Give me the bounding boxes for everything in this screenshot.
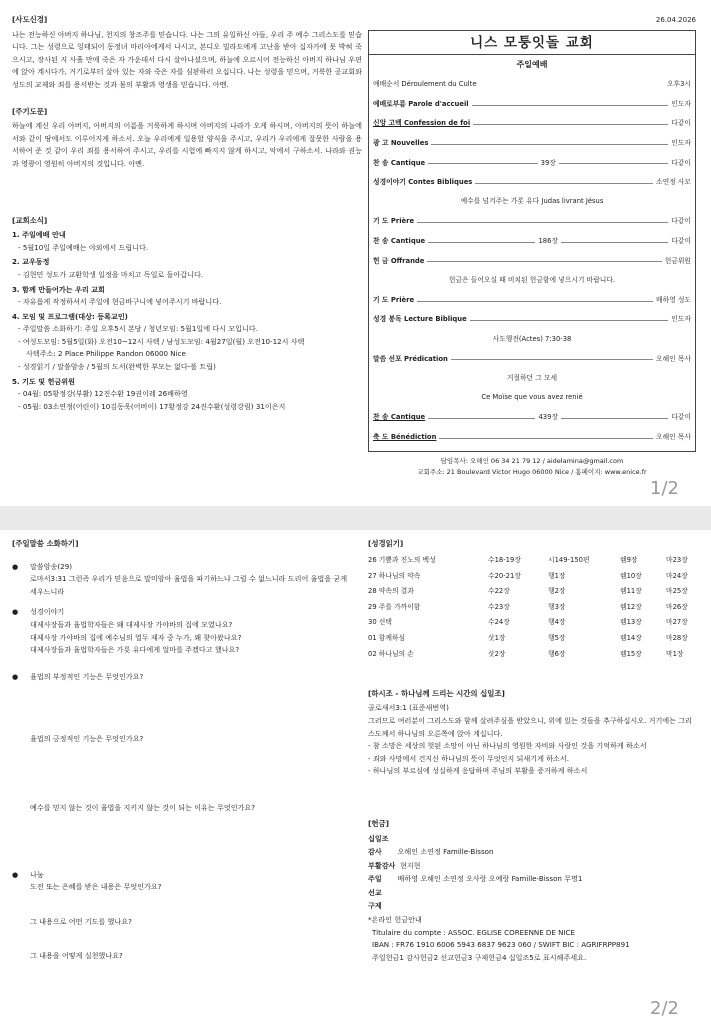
news-item-title: 2. 교우동정 — [12, 257, 50, 267]
table-row — [368, 646, 698, 662]
reading-cell: 렘15장 — [620, 649, 642, 658]
creed-text: 나는 전능하신 아버지 하나님, 천지의 창조주를 믿습니다. 나는 그의 유일하신 아들, 우리 주 예수 그리스도를 믿습니다. 그는 성령으로 잉태되어 동정녀 마리아에게서 나시고, 본디오 빌라도에게 고난을 받아 십자가에 못 박혀 죽으시고, 장사된 지 사흘 만에 죽은 자 가운데서 다시 살아나셨으며, 하늘에 오르시어 전능하신 아버지 하나님 우편에 앉아 계시다가, 거기로부터 살아 있는 자와 죽은 자를 심판하러 오십니다. 나는 성령을 믿으며, 거룩한 공교회와 성도의 교제와 죄를 용서받는 것과 몸의 부활과 영생을 믿습니다. 아멘. — [12, 29, 362, 89]
order-row — [373, 134, 691, 154]
question-positive: 율법의 긍정적인 기능은 무엇인가요? — [30, 734, 144, 744]
offering-row — [368, 900, 698, 913]
order-item: 찬 송 Cantique — [373, 237, 426, 246]
reading-cell: 수22장 — [488, 587, 510, 596]
offering-note: 헌금은 들어오실 때 비치된 헌금함에 넣으시기 바랍니다. — [448, 275, 616, 284]
reading-cell: 행3장 — [548, 602, 566, 611]
order-row — [373, 427, 691, 447]
order-row — [373, 310, 691, 330]
question-pray: 그 내용으로 어떤 기도를 했나요? — [30, 916, 132, 926]
pastor-contact: 담임목사: 오해인 06 34 21 79 12 / aidelamina@gmail.com — [440, 457, 624, 466]
offering-type: 십일조 — [368, 833, 389, 843]
reading-cell: 삿2장 — [488, 649, 506, 658]
bullet-dot: ● — [12, 671, 19, 681]
devotion-ref: 골로새서3:1 (표준새번역) — [368, 703, 449, 713]
order-item: 성경 봉독 Lecture Biblique — [373, 315, 467, 324]
story-question: 대제사장들과 율법학자들은 왜 대제사장 가야바의 집에 모였나요? — [30, 619, 233, 629]
offering-row — [368, 846, 698, 859]
order-item: 광 고 Nouvelles — [373, 139, 429, 148]
reading-cell: 렘14장 — [620, 634, 642, 643]
info-column — [368, 538, 698, 964]
news-item-line: - 5월10일 주일예배는 야외에서 드립니다. — [18, 242, 149, 252]
order-item: 예배로부름 Parole d'accueil — [373, 99, 469, 108]
offering-type: 구제 — [368, 901, 382, 911]
order-leader: 다같이 — [671, 217, 691, 226]
memory-verse: 로마서3:31 그런즉 우리가 믿음으로 말미암아 율법을 파기하느냐 그럴 수 없느니라 도리어 율법을 굳게 세우느니라 — [30, 574, 348, 596]
order-item: 성경이야기 Contes Bibliques — [373, 178, 473, 187]
offering-names: 배하영 오해인 소연정 오사랑 오예랑 Famille-Bisson 무명1 — [397, 874, 583, 884]
question-jesus: 예수를 믿지 않는 것이 율법을 지키지 않는 것이 되는 이유는 무엇인가요? — [30, 802, 256, 812]
service-name: 주일예배 — [516, 60, 548, 70]
online-offering: *온라인 헌금안내 — [368, 915, 422, 925]
order-row — [373, 114, 691, 134]
devotion-point: - 죄와 사망에서 건지신 하나님의 뜻이 무엇인지 되새기게 하소서. — [368, 753, 570, 763]
reading-cell: 행6장 — [548, 649, 566, 658]
offering-row — [368, 860, 698, 873]
order-item: 말씀 선포 Prédication — [373, 354, 448, 363]
order-row — [373, 290, 691, 310]
reading-day: 28 약속의 결과 — [368, 587, 414, 596]
story-question: 대제사장들과 율법학자들은 가룟 유다에게 얼마를 주겠다고 했나요? — [30, 645, 240, 655]
hymn-number: 439장 — [538, 413, 559, 422]
news-item-line: - 04월: 05황정강(부활) 12진수환 19권이레 26배하영 — [18, 389, 188, 399]
offering-type: 감사 — [368, 847, 382, 857]
order-of-service — [369, 75, 695, 451]
reading-cell: 수18-19장 — [488, 556, 521, 565]
devotion-verse: 그러므로 여러분이 그리스도와 함께 살려주심을 받았으니, 위에 있는 것들을 추구하십시오. 거기에는 그리스도께서 하나님의 오른쪽에 앉아 계십니다. — [368, 715, 692, 738]
preacher: 오해인 목사 — [656, 354, 691, 363]
reading-cell: 삿1장 — [488, 634, 506, 643]
reading-cell: 렘13장 — [620, 618, 642, 627]
order-row — [373, 232, 691, 252]
reading-cell: 렘11장 — [620, 587, 642, 596]
digest-head: 말씀암송(29) — [30, 561, 72, 571]
story-question: 대제사장 가야바의 집에 예수님의 열두 제자 중 누가, 왜 찾아왔나요? — [30, 632, 242, 642]
news-item-title: 3. 함께 만들어가는 우리 교회 — [12, 284, 105, 294]
reading-cell: 수20-21장 — [488, 571, 521, 580]
creed-title: [사도신경] — [12, 15, 48, 24]
order-item: 찬 송 Cantique — [373, 413, 426, 422]
offering-names: 현지현 — [399, 860, 421, 870]
reading-line: - 성경읽기 / 말씀암송 / 5월의 도서(완벽한 부모는 없다-폴 트립) — [18, 362, 216, 372]
table-row — [368, 553, 698, 569]
order-leader: 헌금위원 — [664, 256, 691, 265]
news-item-line: - 여성도모임: 5월5일(화) 오전10~12시 사택 / 남성도모임: 4월27일(월) 오전10-12시 사택 — [18, 336, 305, 346]
order-item: 기 도 Prière — [373, 295, 415, 304]
question-negative: 율법의 부정적인 기능은 무엇인가요? — [30, 671, 144, 681]
devotion-point: - 참 소망은 세상의 헛된 소망이 아닌 하나님의 영원한 자비와 사랑인 것을 기억하게 하소서 — [368, 741, 647, 751]
order-leader: 인도자 — [671, 99, 691, 108]
order-leader: 인도자 — [671, 315, 691, 324]
news-item-title: 4. 모임 및 프로그램(대상: 등록교인) — [12, 311, 128, 321]
reading-cell: 렘9장 — [620, 556, 638, 565]
bulletin-date: 26.04.2026 — [655, 16, 696, 24]
page-number: 2/2 — [650, 998, 679, 1019]
table-row — [368, 631, 698, 647]
reading-day: 30 선택 — [368, 618, 392, 627]
order-item: 신앙 고백 Confession de foi — [373, 119, 471, 128]
reading-title: [성경읽기] — [368, 539, 404, 548]
reading-cell: 수24장 — [488, 618, 510, 627]
news-item-line: - 05월: 03소연정(어린이) 10김동욱(어버이) 17황정강 24진수환(성령강림) 31이은지 — [18, 401, 286, 411]
news-item-line: - 김현민 성도가 교환학생 일정을 마치고 독일로 돌아갑니다. — [18, 269, 204, 279]
question-grace: 도전 또는 은혜를 받은 내용은 무엇인가요? — [30, 882, 162, 892]
sermon-title: 거절하던 그 모세 — [506, 373, 558, 382]
order-row — [373, 212, 691, 232]
hymn-number: 186장 — [538, 237, 559, 246]
reading-cell: 마23장 — [666, 556, 688, 565]
offering-type: 주일 — [368, 874, 382, 884]
order-leader: 소연정 사모 — [656, 178, 691, 187]
sharing-head: 나눔 — [30, 869, 44, 879]
news-item-title: 1. 주일예배 안내 — [12, 230, 66, 240]
digest-block — [12, 561, 352, 599]
offering-instructions: 주일헌금1 감사헌금2 선교헌금3 구제헌금4 십일조5로 표시해주세요. — [372, 952, 587, 962]
order-leader: 오해인 목사 — [656, 432, 691, 441]
offering-row — [368, 833, 698, 846]
prayer-title: [주기도문] — [12, 106, 48, 116]
reading-cell: 마24장 — [666, 571, 688, 580]
reading-day: 27 하나님의 약속 — [368, 571, 421, 580]
offering-title: [헌금] — [368, 818, 390, 828]
order-row — [373, 173, 691, 193]
news-title: [교회소식] — [12, 215, 48, 225]
sermon-title-fr: Ce Moïse que vous avez renié — [481, 393, 583, 402]
bulletin-page-2 — [0, 530, 711, 1024]
reading-cell: 시149-150편 — [548, 556, 590, 565]
order-row — [373, 251, 691, 271]
reading-cell: 수23장 — [488, 602, 510, 611]
offering-names: 오해인 소연정 Famille-Bisson — [397, 847, 494, 857]
table-row — [368, 568, 698, 584]
house-address: 사택주소: 2 Place Philippe Randon 06000 Nice — [26, 349, 186, 359]
contact-footer — [368, 456, 696, 478]
right-column — [368, 14, 696, 478]
church-address: 교회주소: 21 Boulevard Victor Hugo 06000 Nice / 홈페이지: www.enice.fr — [417, 468, 647, 477]
table-row — [368, 599, 698, 615]
devotion-title: [하시조 - 하나님께 드리는 시간의 십일조] — [368, 688, 505, 698]
digest-column — [12, 538, 352, 963]
bullet-dot: ● — [12, 869, 19, 879]
table-row — [368, 584, 698, 600]
reading-cell: 렘10장 — [620, 571, 642, 580]
page-number: 1/2 — [650, 478, 679, 499]
sharing-block — [12, 869, 352, 894]
offering-row — [368, 887, 698, 900]
order-leader: 다같이 — [671, 119, 691, 128]
order-item: 헌 금 Offrande — [373, 256, 425, 265]
order-leader: 배하영 성도 — [656, 295, 691, 304]
order-header — [373, 75, 691, 95]
iban: IBAN : FR76 1910 6006 5943 6837 9623 060 / SWIFT BIC : AGRIFRPP891 — [372, 940, 630, 950]
question-live: 그 내용을 어떻게 실천했나요? — [30, 951, 123, 961]
reading-table — [368, 553, 698, 662]
reading-cell: 행2장 — [548, 587, 566, 596]
reading-cell: 마28장 — [666, 634, 688, 643]
offering-type: 부활감사 — [368, 860, 396, 870]
reading-cell: 마26장 — [666, 602, 688, 611]
service-time: 오후3시 — [666, 80, 691, 89]
order-row — [373, 349, 691, 369]
digest-title: [주일말씀 소화하기] — [12, 539, 79, 548]
digest-head: 성경이야기 — [30, 607, 65, 617]
reading-day: 29 주를 가까이함 — [368, 602, 421, 611]
table-row — [368, 615, 698, 631]
news-item-line: - 자유롭게 작정하셔서 주일에 현금바구니에 넣어주시기 바랍니다. — [18, 297, 222, 307]
offering-type: 선교 — [368, 887, 382, 897]
reading-cell: 마27장 — [666, 618, 688, 627]
news-item-line: - 주일말씀 소화하기: 주일 오후5시 본당 / 청년모임: 5월1일에 다시 모입니다. — [18, 324, 258, 334]
story-title: 예수를 넘겨주는 가롯 유다 Judas livrant Jésus — [460, 197, 604, 206]
news-item-title: 5. 기도 및 헌금위원 — [12, 376, 76, 386]
order-leader: 인도자 — [671, 139, 691, 148]
digest-block — [12, 671, 352, 684]
order-item: 찬 송 Cantique — [373, 158, 426, 167]
bullet-dot: ● — [12, 561, 19, 571]
bullet-dot: ● — [12, 607, 19, 617]
order-row — [373, 94, 691, 114]
order-leader: 다같이 — [671, 237, 692, 246]
reading-cell: 행5장 — [548, 634, 566, 643]
order-label: 예배순서 Déroulement du Culte — [373, 80, 477, 89]
order-leader: 다같이 — [671, 413, 692, 422]
order-row — [373, 408, 691, 428]
left-column — [12, 14, 362, 413]
account-holder: Titulaire du compte : ASSOC. EGLISE COREENNE DE NICE — [372, 927, 575, 937]
order-item: 축 도 Bénédiction — [373, 432, 437, 441]
bulletin-page-1 — [0, 0, 711, 506]
reading-cell: 막1장 — [666, 649, 684, 658]
order-leader: 다같이 — [671, 158, 691, 167]
reading-day: 02 하나님의 손 — [368, 649, 414, 658]
reading-cell: 행1장 — [548, 571, 566, 580]
reading-cell: 렘12장 — [620, 602, 642, 611]
hymn-number: 39장 — [540, 158, 556, 167]
digest-block — [12, 606, 352, 656]
devotion-point: - 하나님의 부르심에 성실하게 응답하며 주님의 부활을 증거하게 하소서 — [368, 766, 588, 776]
reading-cell: 행4장 — [548, 618, 566, 627]
reading-day: 26 기쁨과 진노의 백성 — [368, 556, 436, 565]
reading-day: 01 함께하심 — [368, 634, 406, 643]
prayer-text: 하늘에 계신 우리 아버지, 아버지의 이름을 거룩하게 하시며 아버지의 나라가 오게 하시며, 아버지의 뜻이 하늘에서와 같이 땅에서도 이루어지게 하소서. 오늘 우리에게 일용할 양식을 주시고, 우리가 우리에게 잘못한 사람을 용서하여 준 것 같이 우리 죄를 용서하여 주시고, 우리를 시험에 빠지지 않게 하시고, 악에서 구하소서. 나라와 권능과 영광이 영원히 아버지의 것입니다. 아멘. — [12, 121, 362, 168]
service-box — [368, 30, 696, 452]
church-name: 니스 모퉁잇돌 교회 — [369, 31, 695, 56]
reading-cell: 마25장 — [666, 587, 688, 596]
scripture-ref: 사도행전(Actes) 7:30-38 — [492, 334, 572, 343]
page-separator — [0, 506, 711, 530]
order-row — [373, 153, 691, 173]
offering-row — [368, 873, 698, 886]
order-item: 기 도 Prière — [373, 217, 415, 226]
